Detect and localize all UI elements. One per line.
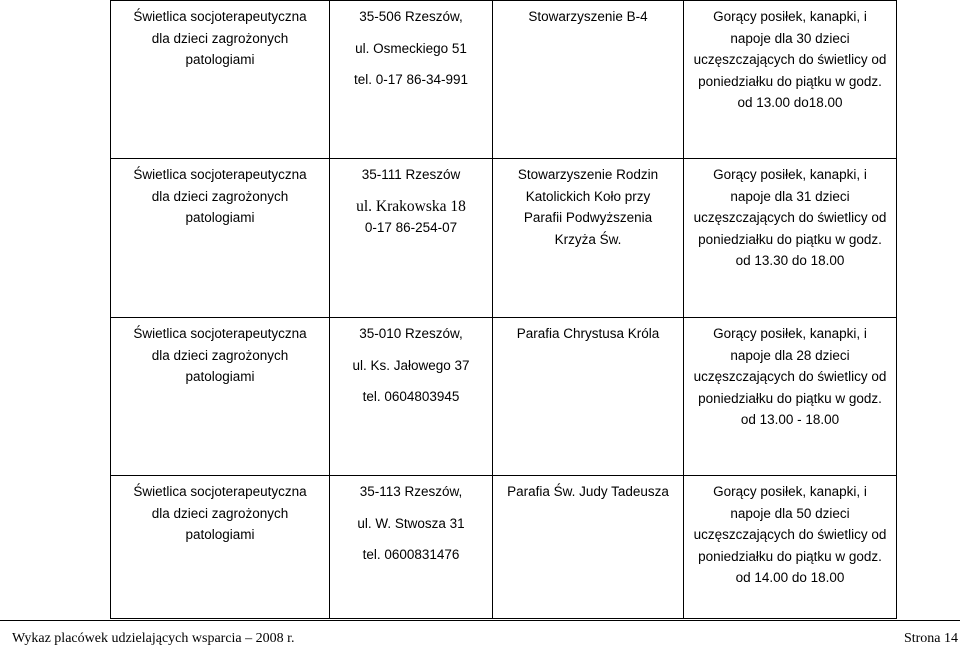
table-row: [111, 476, 897, 619]
table-row: [111, 318, 897, 476]
organization-cell: [493, 318, 684, 476]
institution-name-line: patologiami: [185, 369, 255, 384]
institution-name-line: Świetlica socjoterapeutyczna: [133, 484, 307, 499]
address-cell: [330, 476, 493, 619]
service-line: od 13.30 do 18.00: [735, 253, 845, 268]
address-street: ul. W. Stwosza 31: [357, 515, 465, 531]
service-cell: [684, 1, 897, 159]
service-line: od 14.00 do 18.00: [735, 570, 845, 585]
address-street: ul. Krakowska 18: [356, 197, 466, 215]
service-line: napoje dla 50 dzieci: [730, 505, 850, 521]
institution-name-line: Świetlica socjoterapeutyczna: [133, 326, 307, 341]
address-phone: tel. 0600831476: [362, 547, 460, 562]
service-line: uczęszczających do świetlicy od: [693, 210, 887, 225]
address-street: ul. Osmeckiego 51: [355, 40, 467, 56]
institution-name-line: dla dzieci zagrożonych: [151, 188, 289, 204]
page-footer: [0, 620, 960, 646]
address-cell: [330, 159, 493, 318]
service-line: poniedziałku do piątku w godz.: [698, 231, 882, 247]
institution-name-line: Świetlica socjoterapeutyczna: [133, 167, 307, 182]
service-line: Gorący posiłek, kanapki, i: [713, 167, 867, 182]
service-line: poniedziałku do piątku w godz.: [698, 73, 882, 89]
organization-line: Parafia Św. Judy Tadeusza: [507, 484, 669, 499]
page-number: Strona 14: [903, 631, 958, 646]
institution-name-cell: [111, 318, 330, 476]
service-cell: [684, 318, 897, 476]
organization-cell: [493, 159, 684, 318]
institution-name-cell: [111, 159, 330, 318]
organization-line: Parafii Podwyższenia: [523, 210, 653, 225]
organization-line: Stowarzyszenie Rodzin: [517, 167, 659, 182]
service-line: poniedziałku do piątku w godz.: [698, 548, 882, 564]
address-city: 35-506 Rzeszów,: [359, 9, 463, 24]
address-phone: 0-17 86-254-07: [364, 220, 458, 235]
institutions-table: [110, 0, 897, 619]
institution-name-line: dla dzieci zagrożonych: [151, 30, 289, 46]
service-line: poniedziałku do piątku w godz.: [698, 390, 882, 406]
institution-name-line: Świetlica socjoterapeutyczna: [133, 9, 307, 24]
organization-line: Stowarzyszenie B-4: [528, 9, 648, 24]
address-cell: [330, 1, 493, 159]
service-line: uczęszczających do świetlicy od: [693, 52, 887, 67]
service-cell: [684, 476, 897, 619]
service-line: Gorący posiłek, kanapki, i: [713, 9, 867, 24]
address-street: ul. Ks. Jałowego 37: [352, 357, 470, 373]
institution-name-line: dla dzieci zagrożonych: [151, 347, 289, 363]
address-city: 35-111 Rzeszów: [361, 167, 461, 182]
service-line: Gorący posiłek, kanapki, i: [713, 326, 867, 341]
service-line: od 13.00 do18.00: [737, 95, 843, 110]
service-cell: [684, 159, 897, 318]
footer-title: Wykaz placówek udzielających wsparcia – 2008 r.: [12, 631, 295, 646]
institution-name-cell: [111, 1, 330, 159]
organization-line: Parafia Chrystusa Króla: [516, 326, 660, 341]
address-cell: [330, 318, 493, 476]
service-line: napoje dla 28 dzieci: [730, 347, 850, 363]
service-line: napoje dla 30 dzieci: [730, 30, 850, 46]
service-line: uczęszczających do świetlicy od: [693, 369, 887, 384]
service-line: uczęszczających do świetlicy od: [693, 527, 887, 542]
service-line: napoje dla 31 dzieci: [730, 188, 850, 204]
organization-cell: [493, 476, 684, 619]
address-phone: tel. 0-17 86-34-991: [353, 72, 469, 87]
institution-name-cell: [111, 476, 330, 619]
address-phone: tel. 0604803945: [362, 389, 460, 404]
organization-cell: [493, 1, 684, 159]
table-row: [111, 159, 897, 318]
institution-name-line: patologiami: [185, 52, 255, 67]
institution-name-line: dla dzieci zagrożonych: [151, 505, 289, 521]
service-line: Gorący posiłek, kanapki, i: [713, 484, 867, 499]
organization-line: Krzyża Św.: [554, 231, 622, 247]
organization-line: Katolickich Koło przy: [525, 188, 651, 204]
institution-name-line: patologiami: [185, 210, 255, 225]
service-line: od 13.00 - 18.00: [740, 412, 840, 427]
institution-name-line: patologiami: [185, 527, 255, 542]
address-city: 35-010 Rzeszów,: [359, 326, 463, 341]
address-city: 35-113 Rzeszów,: [359, 484, 463, 499]
table-row: [111, 1, 897, 159]
